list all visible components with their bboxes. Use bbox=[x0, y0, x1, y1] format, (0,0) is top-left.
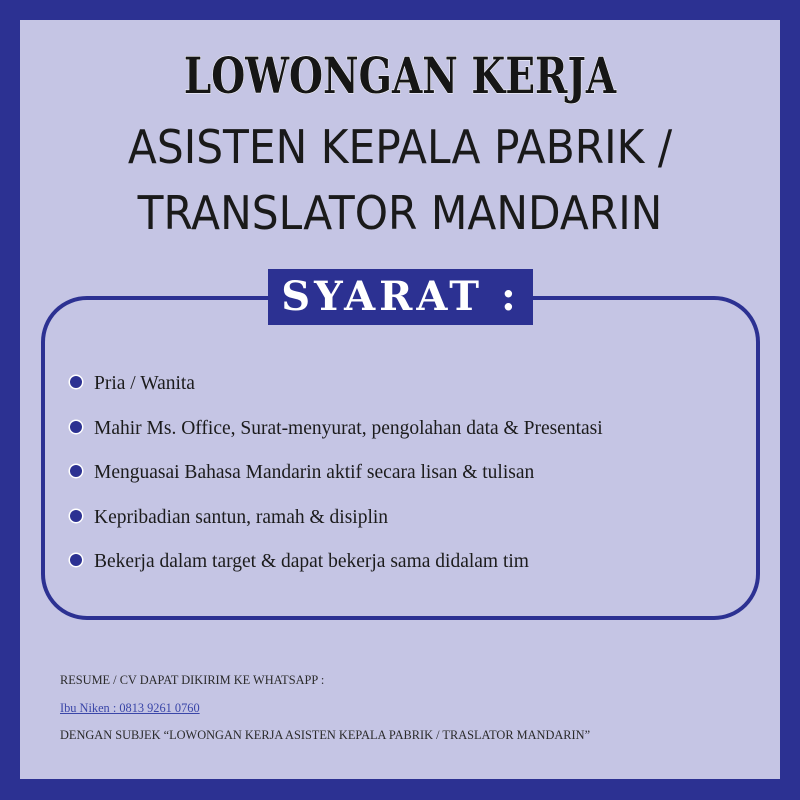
list-item: Bekerja dalam target & dapat bekerja sama didalam tim bbox=[70, 540, 603, 585]
requirements-list bbox=[70, 362, 603, 585]
list-item: Pria / Wanita bbox=[70, 362, 603, 407]
position-title-line1: ASISTEN KEPALA PABRIK / bbox=[127, 120, 673, 174]
list-item: Mahir Ms. Office, Surat-menyurat, pengolahan data & Presentasi bbox=[70, 407, 603, 452]
bullet-icon bbox=[70, 510, 82, 522]
bullet-icon bbox=[70, 376, 82, 388]
bullet-icon bbox=[70, 421, 82, 433]
position-title-line2: TRANSLATOR MANDARIN bbox=[137, 186, 663, 240]
footer-subject: DENGAN SUBJEK “LOWONGAN KERJA ASISTEN KEPALA PABRIK / TRASLATOR MANDARIN” bbox=[60, 727, 591, 742]
list-item: Kepribadian santun, ramah & disiplin bbox=[70, 496, 603, 541]
heading: LOWONGAN KERJA bbox=[183, 46, 617, 105]
requirements-label: SYARAT : bbox=[268, 269, 533, 325]
bullet-icon bbox=[70, 554, 82, 566]
contact-link[interactable]: Ibu Niken : 0813 9261 0760 bbox=[60, 700, 200, 715]
bullet-icon bbox=[70, 465, 82, 477]
list-item: Menguasai Bahasa Mandarin aktif secara lisan & tulisan bbox=[70, 451, 603, 496]
footer-instruction: RESUME / CV DAPAT DIKIRIM KE WHATSAPP : bbox=[60, 672, 325, 687]
